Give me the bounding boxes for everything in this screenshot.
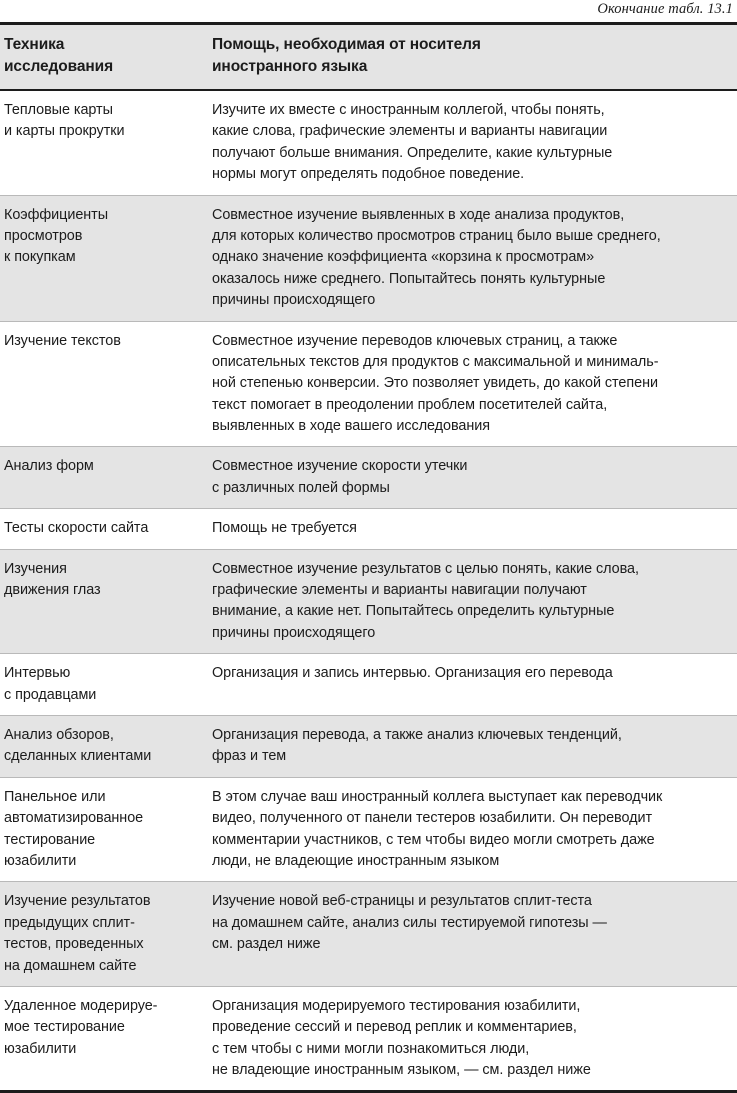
cell-technique-line: Тесты скорости сайта: [4, 520, 149, 537]
cell-help-line: Изучите их вместе с иностранным коллегой, чтобы понять,: [212, 102, 605, 118]
cell-technique: [0, 986, 208, 1090]
cell-help-line: какие слова, графические элементы и варианты навигации: [212, 123, 608, 140]
research-techniques-table: [0, 25, 737, 1090]
cell-help-line: описательных текстов для продуктов с максимальной и минималь-: [212, 353, 659, 370]
cell-technique-line: Тепловые карты: [4, 102, 113, 118]
cell-help: [208, 715, 737, 777]
cell-help-line: однако значение коэффициента «корзина к просмотрам»: [212, 249, 595, 266]
column-header-technique: [0, 25, 208, 90]
cell-technique-line: мое тестирование: [4, 1019, 125, 1036]
cell-help-line: см. раздел ниже: [212, 936, 321, 953]
table-row: [0, 715, 737, 777]
cell-help-line: Совместное изучение переводов ключевых страниц, а также: [212, 332, 618, 349]
cell-help-line: люди, не владеющие иностранным языком: [212, 852, 500, 869]
table-row: [0, 195, 737, 321]
cell-help-line: выявленных в ходе вашего исследования: [212, 418, 490, 435]
cell-help: [208, 509, 737, 549]
cell-technique: [0, 321, 208, 447]
cell-technique-line: движения глаз: [4, 582, 101, 599]
table-row: [0, 90, 737, 195]
table-caption-text: Окончание табл. 13.1: [597, 1, 733, 17]
cell-technique-line: Коэффициенты: [4, 206, 109, 223]
cell-technique: [0, 447, 208, 509]
cell-help-line: текст помогает в преодолении проблем посетителей сайта,: [212, 396, 608, 413]
cell-help: [208, 321, 737, 447]
table-row: [0, 549, 737, 654]
cell-technique-line: тестов, проведенных: [4, 936, 144, 953]
cell-help-line: комментарии участников, с тем чтобы видео могли смотреть даже: [212, 831, 655, 848]
column-header-technique-line: Техника: [4, 36, 65, 53]
cell-technique: [0, 777, 208, 882]
cell-technique: [0, 882, 208, 987]
cell-technique-line: с продавцами: [4, 686, 97, 703]
cell-technique-line: и карты прокрутки: [4, 123, 125, 140]
cell-technique: [0, 654, 208, 716]
cell-help-line: Изучение новой веб-страницы и результатов сплит-теста: [212, 893, 592, 910]
cell-technique-line: юзабилити: [4, 852, 77, 869]
cell-help-line: оказалось ниже среднего. Попытайтесь понять культурные: [212, 270, 606, 287]
cell-help-line: с тем чтобы с ними могли познакомиться люди,: [212, 1040, 530, 1057]
cell-help: [208, 447, 737, 509]
table-header-row: [0, 25, 737, 90]
column-header-help: [208, 25, 737, 90]
cell-technique-line: тестирование: [4, 831, 96, 848]
cell-technique-line: предыдущих сплит-: [4, 914, 135, 931]
cell-help-line: внимание, а какие нет. Попытайтесь определить культурные: [212, 603, 615, 620]
cell-help: [208, 654, 737, 716]
cell-technique-line: сделанных клиентами: [4, 748, 152, 765]
cell-help: [208, 986, 737, 1090]
cell-technique: [0, 90, 208, 195]
cell-help-line: В этом случае ваш иностранный коллега выступает как переводчик: [212, 788, 663, 805]
table-row: [0, 447, 737, 509]
cell-technique-line: Изучения: [4, 560, 67, 577]
cell-technique-line: к покупкам: [4, 249, 76, 266]
column-header-help-line: Помощь, необходимая от носителя: [212, 36, 481, 53]
cell-technique-line: юзабилити: [4, 1040, 77, 1057]
cell-technique: [0, 715, 208, 777]
cell-help-line: видео, полученного от панели тестеров юзабилити. Он переводит: [212, 810, 653, 827]
table-row: [0, 986, 737, 1090]
table-row: [0, 509, 737, 549]
cell-help-line: Организация модерируемого тестирования юзабилити,: [212, 997, 581, 1014]
cell-help-line: Совместное изучение выявленных в ходе анализа продуктов,: [212, 206, 625, 223]
cell-help-line: проведение сессий и перевод реплик и комментариев,: [212, 1019, 577, 1036]
cell-help-line: фраз и тем: [212, 748, 287, 765]
cell-help: [208, 777, 737, 882]
running-caption: [0, 0, 737, 22]
table-body: [0, 90, 737, 1090]
cell-help-line: для которых количество просмотров страниц было выше среднего,: [212, 227, 661, 244]
cell-help: [208, 195, 737, 321]
cell-help: [208, 549, 737, 654]
cell-help-line: Организация перевода, а также анализ ключевых тенденций,: [212, 726, 622, 743]
cell-technique: [0, 509, 208, 549]
cell-technique-line: Изучение текстов: [4, 332, 121, 349]
cell-help-line: нормы могут определять подобное поведение.: [212, 166, 525, 183]
table-row: [0, 654, 737, 716]
cell-technique: [0, 549, 208, 654]
cell-help-line: Помощь не требуется: [212, 520, 357, 537]
column-header-help-line: иностранного языка: [212, 58, 368, 75]
cell-help-line: Совместное изучение результатов с целью понять, какие слова,: [212, 560, 639, 577]
cell-help-line: ной степенью конверсии. Это позволяет увидеть, до какой степени: [212, 375, 658, 392]
cell-help-line: получают больше внимания. Определите, какие культурные: [212, 144, 613, 161]
cell-technique-line: Анализ обзоров,: [4, 726, 114, 743]
cell-help-line: Организация и запись интервью. Организация его перевода: [212, 665, 613, 682]
cell-technique: [0, 195, 208, 321]
cell-help-line: Совместное изучение скорости утечки: [212, 458, 468, 475]
cell-help: [208, 90, 737, 195]
column-header-technique-line: исследования: [4, 58, 114, 75]
cell-technique-line: Анализ форм: [4, 458, 94, 475]
cell-help: [208, 882, 737, 987]
cell-technique-line: на домашнем сайте: [4, 957, 137, 974]
cell-technique-line: Панельное или: [4, 788, 106, 805]
cell-technique-line: просмотров: [4, 227, 83, 244]
cell-technique-line: Интервью: [4, 665, 71, 682]
cell-help-line: с различных полей формы: [212, 479, 390, 496]
cell-help-line: графические элементы и варианты навигации получают: [212, 582, 587, 599]
table-header: [0, 25, 737, 90]
cell-help-line: причины происходящего: [212, 292, 376, 309]
cell-help-line: причины происходящего: [212, 624, 376, 641]
cell-technique-line: автоматизированное: [4, 810, 144, 827]
table-row: [0, 777, 737, 882]
cell-help-line: не владеющие иностранным языком, — см. раздел ниже: [212, 1062, 591, 1079]
cell-help-line: на домашнем сайте, анализ силы тестируемой гипотезы —: [212, 914, 607, 931]
cell-technique-line: Удаленное модерируе-: [4, 997, 158, 1014]
cell-technique-line: Изучение результатов: [4, 893, 151, 910]
table-row: [0, 882, 737, 987]
table-row: [0, 321, 737, 447]
